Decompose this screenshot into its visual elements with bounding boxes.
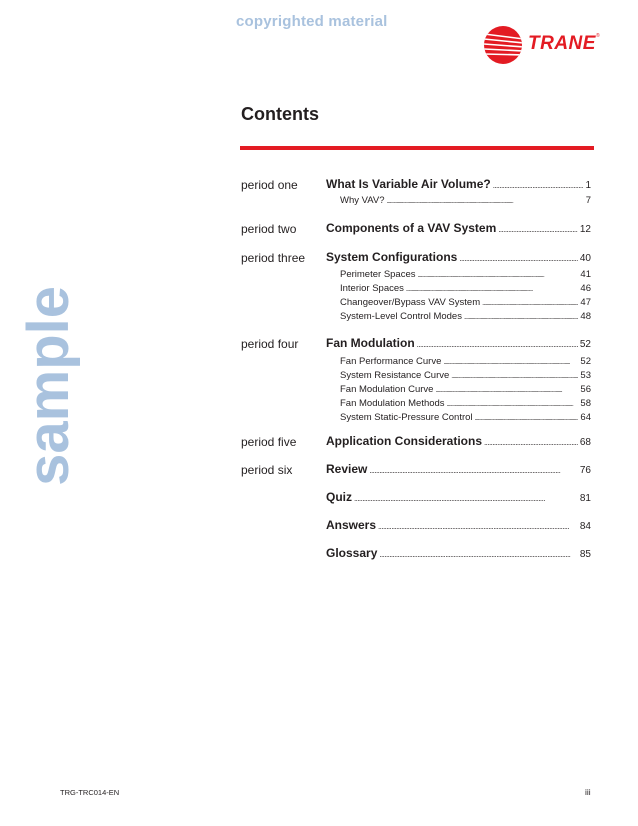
leader-dots bbox=[379, 550, 578, 559]
toc-subentry-page: 53 bbox=[580, 370, 591, 381]
toc-subentry-page: 41 bbox=[580, 269, 591, 280]
toc-entry[interactable] bbox=[326, 490, 591, 504]
toc-entry-page: 68 bbox=[579, 437, 591, 448]
trane-circle-icon bbox=[484, 22, 530, 68]
period-label: period six bbox=[241, 463, 293, 477]
toc-entry[interactable] bbox=[326, 434, 591, 448]
toc-entry[interactable] bbox=[326, 221, 591, 235]
toc-entry[interactable] bbox=[326, 336, 591, 350]
toc-entry-title: Answers bbox=[326, 518, 377, 532]
toc-entry-page: 76 bbox=[579, 465, 591, 476]
toc-subentry-page: 7 bbox=[585, 195, 591, 206]
leader-dots bbox=[369, 466, 578, 475]
period-label: period five bbox=[241, 435, 297, 449]
toc-entry-page: 12 bbox=[579, 224, 591, 235]
toc-subentry[interactable] bbox=[340, 356, 591, 367]
toc-entry-title: Components of a VAV System bbox=[326, 221, 497, 235]
toc-subentry-page: 46 bbox=[580, 283, 591, 294]
document-id: TRG-TRC014-EN bbox=[60, 788, 120, 797]
toc-entry-page: 85 bbox=[579, 549, 591, 560]
trane-wordmark: TRANE® bbox=[528, 33, 601, 54]
toc-subentry[interactable] bbox=[340, 283, 591, 294]
toc-entry-title: Fan Modulation bbox=[326, 336, 415, 350]
toc-subentry[interactable] bbox=[340, 370, 591, 381]
toc-subentry[interactable] bbox=[340, 269, 591, 280]
toc-entry-page: 84 bbox=[579, 521, 591, 532]
toc-subentry-title: Interior Spaces bbox=[340, 283, 404, 294]
toc-subentry-title: Changeover/Bypass VAV System bbox=[340, 297, 481, 308]
period-label: period three bbox=[241, 251, 306, 265]
leader-dots bbox=[435, 387, 578, 394]
toc-entry-page: 40 bbox=[579, 253, 591, 264]
toc-entry[interactable] bbox=[326, 518, 591, 532]
toc-subentry-page: 56 bbox=[580, 384, 591, 395]
leader-dots bbox=[417, 340, 578, 349]
toc-subentry-page: 64 bbox=[580, 412, 591, 423]
toc-subentry-title: Fan Modulation Methods bbox=[340, 398, 445, 409]
toc-entry[interactable] bbox=[326, 177, 591, 191]
toc-subentry-title: System Static-Pressure Control bbox=[340, 412, 473, 423]
period-label: period four bbox=[241, 337, 299, 351]
toc-subentry-page: 47 bbox=[580, 297, 591, 308]
leader-dots bbox=[447, 401, 579, 408]
toc-subentry[interactable] bbox=[340, 412, 591, 423]
leader-dots bbox=[387, 198, 584, 205]
leader-dots bbox=[443, 359, 578, 366]
leader-dots bbox=[451, 373, 578, 380]
toc-subentry-title: Why VAV? bbox=[340, 195, 385, 206]
toc-entry-page: 81 bbox=[579, 493, 591, 504]
toc-entry-title: System Configurations bbox=[326, 250, 458, 264]
trane-logo bbox=[484, 22, 606, 68]
leader-dots bbox=[482, 300, 578, 307]
toc-subentry-page: 52 bbox=[580, 356, 591, 367]
leader-dots bbox=[484, 438, 578, 447]
leader-dots bbox=[498, 225, 578, 234]
toc-subentry-title: Fan Performance Curve bbox=[340, 356, 442, 367]
toc-entry-title: Glossary bbox=[326, 546, 378, 560]
page-title: Contents bbox=[241, 104, 319, 124]
title-divider bbox=[240, 146, 594, 150]
period-label: period two bbox=[241, 222, 297, 236]
toc-subentry[interactable] bbox=[340, 311, 591, 322]
toc-subentry[interactable] bbox=[340, 297, 591, 308]
toc-entry-page: 52 bbox=[579, 339, 591, 350]
toc-subentry[interactable] bbox=[340, 398, 591, 409]
toc-entry-title: Application Considerations bbox=[326, 434, 483, 448]
toc-entry-title: What Is Variable Air Volume? bbox=[326, 177, 491, 191]
toc-subentry-title: Fan Modulation Curve bbox=[340, 384, 434, 395]
leader-dots bbox=[464, 314, 578, 321]
toc-entry-title: Quiz bbox=[326, 490, 352, 504]
toc-entry-page: 1 bbox=[585, 180, 591, 191]
leader-dots bbox=[475, 415, 579, 422]
toc-subentry-title: System Resistance Curve bbox=[340, 370, 450, 381]
toc-subentry-title: Perimeter Spaces bbox=[340, 269, 416, 280]
toc-subentry-page: 58 bbox=[580, 398, 591, 409]
toc-entry[interactable] bbox=[326, 462, 591, 476]
toc-subentry[interactable] bbox=[340, 384, 591, 395]
page-number: iii bbox=[585, 787, 591, 797]
sample-watermark: sample bbox=[16, 286, 81, 486]
copyright-watermark: copyrighted material bbox=[236, 13, 388, 30]
leader-dots bbox=[354, 494, 578, 503]
leader-dots bbox=[493, 181, 584, 190]
toc-entry[interactable] bbox=[326, 250, 591, 264]
toc-entry-title: Review bbox=[326, 462, 368, 476]
leader-dots bbox=[418, 272, 579, 279]
period-label: period one bbox=[241, 178, 298, 192]
toc-subentry[interactable] bbox=[340, 195, 591, 206]
toc-subentry-page: 48 bbox=[580, 311, 591, 322]
leader-dots bbox=[459, 254, 578, 263]
toc-subentry-title: System-Level Control Modes bbox=[340, 311, 462, 322]
toc-entry[interactable] bbox=[326, 546, 591, 560]
leader-dots bbox=[406, 286, 579, 293]
leader-dots bbox=[378, 522, 578, 531]
